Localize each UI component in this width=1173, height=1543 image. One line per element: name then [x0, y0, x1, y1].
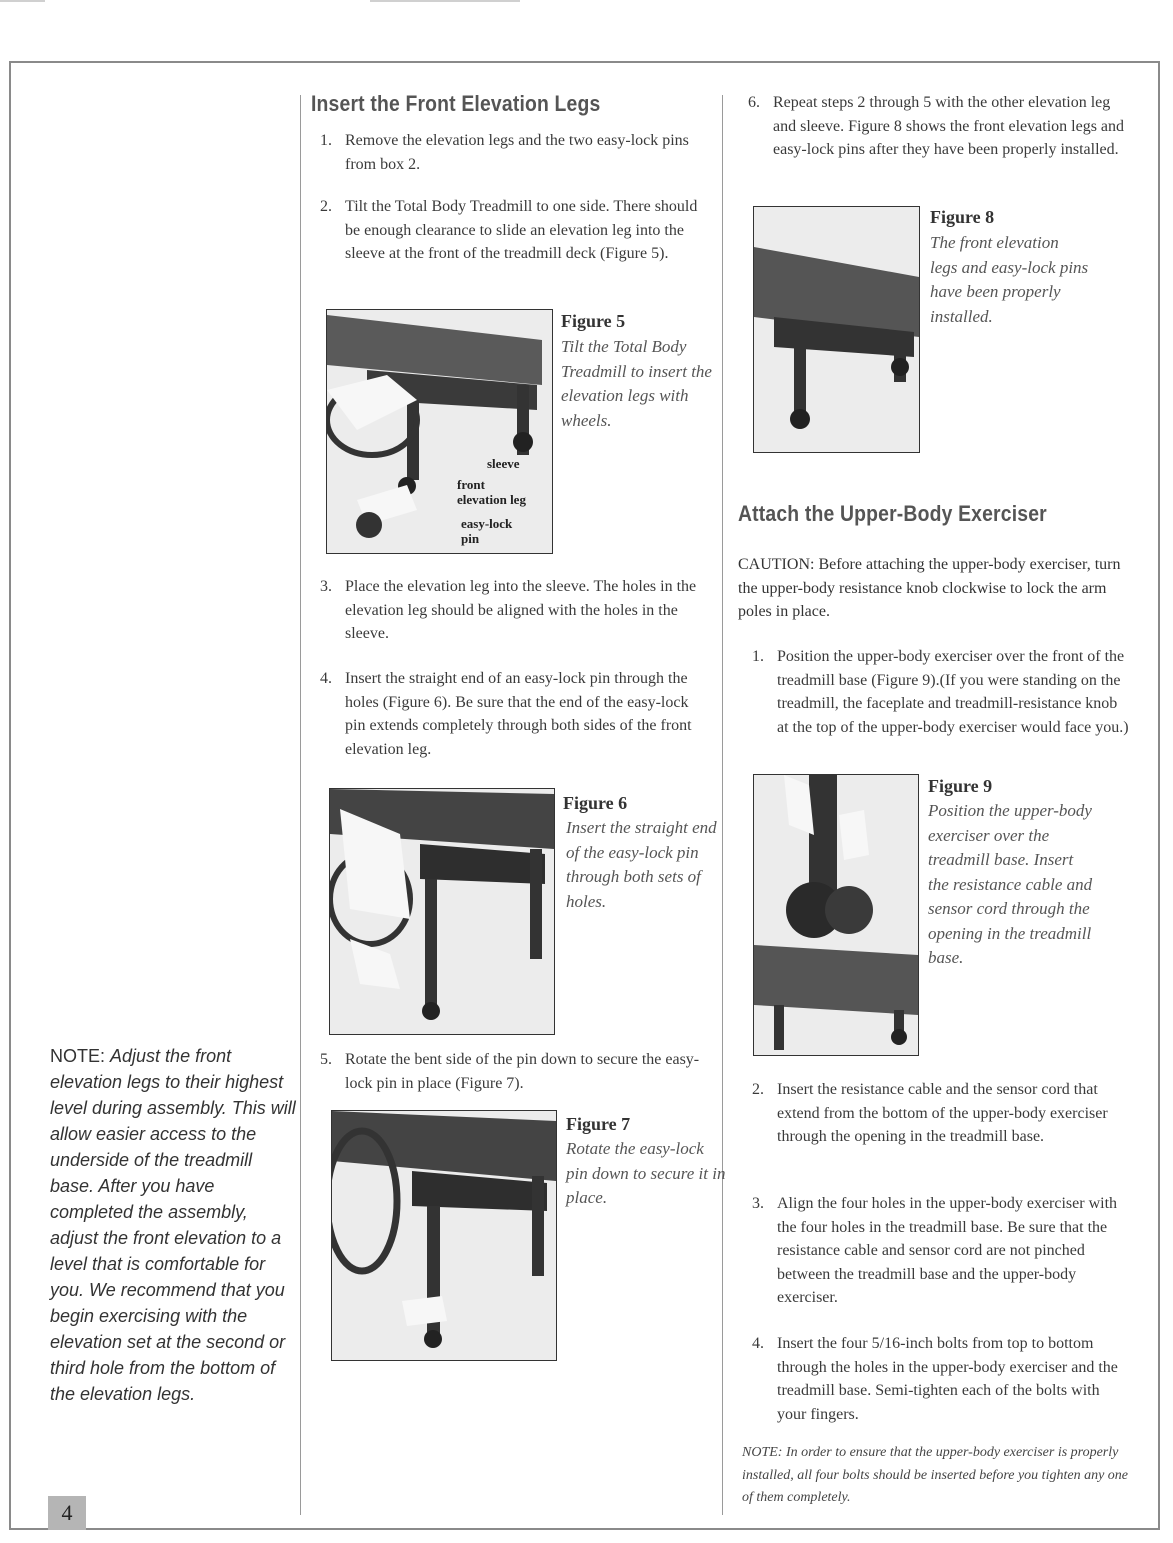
caution-text: CAUTION: Before attaching the upper-body exerciser, turn the upper-body resistance knob clockwise to lock the arm poles in place.	[738, 556, 1121, 620]
step-text: Repeat steps 2 through 5 with the other elevation leg and sleeve. Figure 8 shows the front elevation legs and easy-lock pins after they have been properly installed.	[773, 94, 1125, 158]
pin-insert-illustration	[330, 789, 554, 1034]
side-note	[50, 1043, 300, 1407]
callout-sleeve: sleeve	[487, 456, 520, 471]
column-divider-left	[300, 95, 301, 1515]
page-number: 4	[48, 1496, 86, 1530]
step-number: 2.	[752, 1081, 764, 1098]
figure-6-caption: Insert the straight end of the easy-lock pin through both sets of holes.	[566, 818, 717, 911]
step-2-tilt-treadmill	[320, 195, 700, 266]
step-r1-position-exerciser	[752, 645, 1132, 739]
step-1-remove-legs	[320, 129, 700, 176]
callout-easy-lock: easy-lock	[461, 516, 513, 531]
step-number: 1.	[752, 648, 764, 665]
figure-5-caption: Tilt the Total Body Treadmill to insert the elevation legs with wheels.	[561, 337, 712, 430]
side-note-label: NOTE:	[50, 1046, 106, 1066]
bolt-note: NOTE: In order to ensure that the upper-body exerciser is properly installed, all four bolts should be inserted before you tighten any one of them completely.	[742, 1445, 1128, 1505]
step-number: 5.	[320, 1051, 332, 1068]
figure-8-photo	[753, 206, 920, 453]
step-text: Insert the four 5/16-inch bolts from top to bottom through the holes in the upper-body exerciser and the treadmill base. Semi-tighten each of the bolts with your fingers.	[777, 1335, 1118, 1423]
step-number: 2.	[320, 198, 332, 215]
figure-9-title: Figure 9	[928, 776, 993, 796]
figure-6-photo	[329, 788, 555, 1035]
figure-9-photo	[753, 774, 919, 1056]
figure-7-photo	[331, 1110, 557, 1361]
step-text: Align the four holes in the upper-body exerciser with the four holes in the treadmill base. Be sure that the resistance cable and sensor cord are not pinched between the treadmill base and the upper-body exerciser.	[777, 1195, 1118, 1306]
step-text: Insert the straight end of an easy-lock pin through the holes (Figure 6). Be sure that the end of the easy-lock pin extends completely through both sides of the front elevation leg.	[345, 670, 692, 758]
step-5-rotate-pin	[320, 1048, 710, 1095]
callout-pin: pin	[461, 531, 480, 546]
treadmill-tilt-illustration	[327, 310, 552, 553]
step-text: Insert the resistance cable and the sensor cord that extend from the bottom of the upper-body exerciser through the opening in the treadmill base.	[777, 1081, 1108, 1145]
figure-6-title: Figure 6	[563, 793, 628, 813]
figure-7-title: Figure 7	[566, 1114, 631, 1134]
side-note-text: Adjust the front elevation legs to their highest level during assembly. This will allow easier access to the underside of the treadmill base. After you have completed the assembly, adjust the front elevation to a level that is comfortable for you. We recommend that you begin exercising with the elevation set at the second or third hole from the bottom of the elevation legs.	[50, 1046, 296, 1404]
step-text: Tilt the Total Body Treadmill to one side. There should be enough clearance to slide an elevation leg into the sleeve at the front of the treadmill deck (Figure 5).	[345, 198, 698, 262]
section-heading-upper-body: Attach the Upper-Body Exerciser	[738, 501, 1047, 526]
step-r3-align-holes	[752, 1192, 1137, 1310]
top-edge-line	[0, 0, 45, 2]
step-4-insert-pin	[320, 667, 700, 761]
step-number: 6.	[748, 94, 760, 111]
figure-7-caption: Rotate the easy-lock pin down to secure it in place.	[566, 1139, 726, 1207]
section-heading-elevation-legs: Insert the Front Elevation Legs	[311, 91, 601, 116]
step-r2-insert-cable	[752, 1078, 1132, 1149]
callout-elevation-leg: elevation leg	[457, 492, 526, 507]
step-number: 3.	[752, 1195, 764, 1212]
figure-5-photo	[326, 309, 553, 554]
step-text: Place the elevation leg into the sleeve. The holes in the elevation leg should be aligned with the holes in the sleeve.	[345, 578, 697, 642]
step-text: Remove the elevation legs and the two easy-lock pins from box 2.	[345, 132, 689, 173]
callout-front: front	[457, 477, 485, 492]
figure-5-title: Figure 5	[561, 311, 626, 331]
installed-legs-illustration	[754, 207, 919, 452]
upper-body-exerciser-illustration	[754, 775, 918, 1055]
step-text: Rotate the bent side of the pin down to secure the easy-lock pin in place (Figure 7).	[345, 1051, 700, 1092]
step-3-place-leg	[320, 575, 700, 646]
step-number: 3.	[320, 578, 332, 595]
step-number: 4.	[752, 1335, 764, 1352]
step-text: Position the upper-body exerciser over the front of the treadmill base (Figure 9).(If you were standing on the treadmill, the faceplate and treadmill-resistance knob at the top of the upper-body exerciser would face you.)	[777, 648, 1129, 736]
step-r4-insert-bolts	[752, 1332, 1132, 1426]
pin-rotate-illustration	[332, 1111, 556, 1360]
figure-8-title: Figure 8	[930, 207, 995, 227]
step-number: 1.	[320, 132, 332, 149]
figure-9-caption: Position the upper-body exerciser over the treadmill base. Insert the resistance cable and sensor cord through the opening in the treadmill base.	[928, 801, 1093, 967]
column-divider-right	[722, 95, 723, 1515]
step-number: 4.	[320, 670, 332, 687]
figure-8-caption: The front elevation legs and easy-lock pins have been properly installed.	[930, 233, 1089, 326]
step-6-repeat	[748, 91, 1133, 162]
top-edge-line	[370, 0, 520, 2]
